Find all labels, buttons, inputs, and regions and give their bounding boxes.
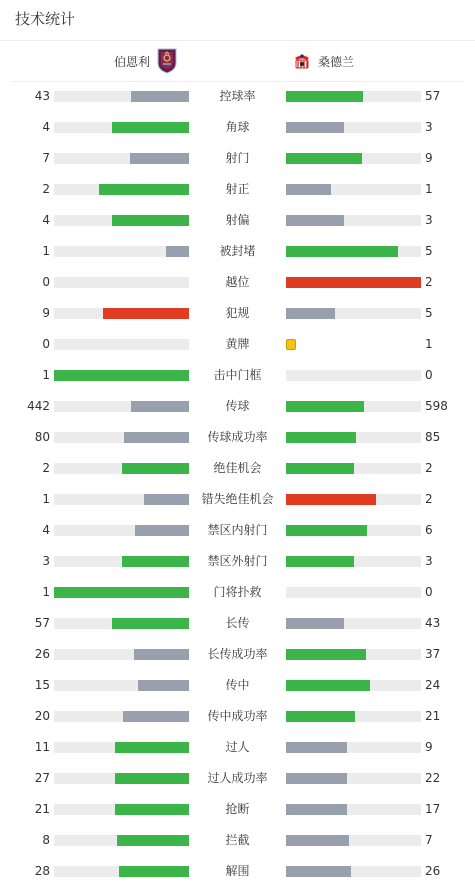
away-stat-value: 2 xyxy=(425,275,433,289)
home-stat-bar xyxy=(54,184,189,195)
home-stat-bar-fill xyxy=(134,649,189,660)
home-stat-bar-fill xyxy=(135,525,189,536)
home-stat-bar xyxy=(54,525,189,536)
stat-row xyxy=(0,577,475,608)
home-stat-value: 2 xyxy=(42,461,50,475)
home-stat-value: 4 xyxy=(42,523,50,537)
stat-label: 错失绝佳机会 xyxy=(201,492,274,506)
stat-label: 射正 xyxy=(225,182,250,196)
away-stat-bar xyxy=(286,432,421,443)
home-stat-bar-fill xyxy=(138,680,189,691)
stat-label: 长传 xyxy=(225,616,250,630)
away-stat-bar xyxy=(286,153,421,164)
away-stat-bar-fill xyxy=(286,835,349,846)
home-stat-bar xyxy=(54,432,189,443)
home-stat-value: 8 xyxy=(42,833,50,847)
stat-label: 解围 xyxy=(225,864,250,878)
section-header xyxy=(0,0,475,41)
stat-row xyxy=(0,825,475,856)
stat-label: 射门 xyxy=(225,151,250,165)
away-stat-bar xyxy=(286,835,421,846)
away-stat-bar-fill xyxy=(286,122,344,133)
home-stat-value: 3 xyxy=(42,554,50,568)
stat-row xyxy=(0,546,475,577)
away-stat-bar xyxy=(286,804,421,815)
home-stat-value: 2 xyxy=(42,182,50,196)
away-stat-value: 2 xyxy=(425,492,433,506)
away-stat-bar xyxy=(286,711,421,722)
away-stat-value: 3 xyxy=(425,213,433,227)
home-stat-bar xyxy=(54,339,189,350)
home-stat-bar-fill xyxy=(54,370,189,381)
home-stat-bar xyxy=(54,277,189,288)
away-stat-bar xyxy=(286,401,421,412)
stat-label: 被封堵 xyxy=(219,244,256,258)
stat-row xyxy=(0,360,475,391)
home-stat-bar xyxy=(54,401,189,412)
stat-label: 黄牌 xyxy=(225,337,250,351)
away-stat-bar-fill xyxy=(286,680,370,691)
stat-label: 门将扑救 xyxy=(213,585,262,599)
away-stat-bar-fill xyxy=(286,742,347,753)
stat-label: 拦截 xyxy=(225,833,250,847)
stat-row xyxy=(0,763,475,794)
yellow-card-icon xyxy=(286,339,296,350)
away-stat-value: 0 xyxy=(425,368,433,382)
home-stat-bar xyxy=(54,463,189,474)
home-stat-value: 11 xyxy=(34,740,50,754)
home-stat-bar xyxy=(54,711,189,722)
stat-row xyxy=(0,112,475,143)
away-stat-bar xyxy=(286,463,421,474)
stat-row xyxy=(0,236,475,267)
home-stat-bar-fill xyxy=(99,184,189,195)
away-stat-bar-fill xyxy=(286,711,355,722)
stat-label: 传中 xyxy=(225,678,250,692)
home-stat-bar-fill xyxy=(103,308,189,319)
away-stat-value: 0 xyxy=(425,585,433,599)
away-stat-bar xyxy=(286,618,421,629)
home-stat-bar-fill xyxy=(131,401,189,412)
stat-label: 传中成功率 xyxy=(207,709,268,723)
home-stat-bar-fill xyxy=(166,246,189,257)
home-stat-value: 27 xyxy=(34,771,50,785)
away-stat-bar xyxy=(286,587,421,598)
away-stat-bar-fill xyxy=(286,866,351,877)
away-stat-bar xyxy=(286,556,421,567)
away-stat-bar-fill xyxy=(286,215,344,226)
away-stat-bar xyxy=(286,370,421,381)
stat-label: 禁区外射门 xyxy=(207,554,268,568)
away-stat-value: 5 xyxy=(425,306,433,320)
away-stat-bar xyxy=(286,773,421,784)
home-stat-bar xyxy=(54,215,189,226)
home-stat-value: 4 xyxy=(42,120,50,134)
home-stat-bar xyxy=(54,835,189,846)
stat-label: 抢断 xyxy=(225,802,250,816)
stats-list xyxy=(0,81,475,887)
burnley-crest-icon xyxy=(156,48,178,74)
away-stat-bar xyxy=(286,91,421,102)
away-stat-bar-fill xyxy=(286,649,366,660)
home-stat-value: 43 xyxy=(34,89,50,103)
away-stat-bar-fill xyxy=(286,308,335,319)
away-stat-value: 9 xyxy=(425,740,433,754)
home-stat-bar-fill xyxy=(115,742,189,753)
home-stat-value: 1 xyxy=(42,585,50,599)
home-stat-value: 15 xyxy=(34,678,50,692)
stat-row xyxy=(0,732,475,763)
away-stat-bar xyxy=(286,246,421,257)
stat-row xyxy=(0,701,475,732)
home-stat-value: 9 xyxy=(42,306,50,320)
home-stat-bar-fill xyxy=(144,494,189,505)
home-stat-value: 7 xyxy=(42,151,50,165)
stat-row xyxy=(0,639,475,670)
away-stat-value: 22 xyxy=(425,771,441,785)
away-stat-value: 1 xyxy=(425,182,433,196)
home-stat-bar xyxy=(54,494,189,505)
stat-row xyxy=(0,484,475,515)
stat-row xyxy=(0,856,475,887)
home-stat-value: 26 xyxy=(34,647,50,661)
home-stat-bar xyxy=(54,680,189,691)
away-stat-value: 17 xyxy=(425,802,441,816)
home-stat-bar xyxy=(54,556,189,567)
away-stat-value: 9 xyxy=(425,151,433,165)
stat-label: 过人 xyxy=(225,740,250,754)
away-stat-bar-fill xyxy=(286,91,363,102)
away-stat-bar-fill xyxy=(286,494,376,505)
away-stat-bar xyxy=(286,680,421,691)
home-stat-bar xyxy=(54,804,189,815)
home-stat-value: 0 xyxy=(42,337,50,351)
away-stat-value: 598 xyxy=(425,399,448,413)
away-stat-bar xyxy=(286,494,421,505)
away-stat-bar xyxy=(286,122,421,133)
home-stat-bar xyxy=(54,649,189,660)
away-stat-bar xyxy=(286,866,421,877)
stat-row xyxy=(0,391,475,422)
stat-row xyxy=(0,515,475,546)
away-stat-value: 21 xyxy=(425,709,441,723)
away-stat-value: 3 xyxy=(425,120,433,134)
stat-label: 禁区内射门 xyxy=(207,523,268,537)
away-stat-bar xyxy=(286,215,421,226)
home-stat-bar xyxy=(54,308,189,319)
home-stat-bar xyxy=(54,91,189,102)
stat-label: 长传成功率 xyxy=(207,647,268,661)
home-team[interactable] xyxy=(114,41,178,81)
home-stat-bar-fill xyxy=(115,804,189,815)
home-stat-value: 80 xyxy=(34,430,50,444)
home-stat-bar-fill xyxy=(117,835,189,846)
home-stat-bar xyxy=(54,742,189,753)
stat-label: 击中门框 xyxy=(213,368,262,382)
away-stat-bar-fill xyxy=(286,401,364,412)
stat-label: 过人成功率 xyxy=(207,771,268,785)
home-stat-value: 21 xyxy=(34,802,50,816)
away-stat-value: 26 xyxy=(425,864,441,878)
home-stat-bar-fill xyxy=(124,432,189,443)
home-stat-value: 442 xyxy=(27,399,50,413)
home-stat-value: 1 xyxy=(42,368,50,382)
home-stat-bar-fill xyxy=(119,866,189,877)
home-stat-value: 4 xyxy=(42,213,50,227)
away-stat-value: 3 xyxy=(425,554,433,568)
home-stat-bar-fill xyxy=(112,215,189,226)
stat-row xyxy=(0,422,475,453)
home-stat-value: 57 xyxy=(34,616,50,630)
away-stat-bar xyxy=(286,184,421,195)
away-stat-bar-fill xyxy=(286,153,362,164)
stat-label: 犯规 xyxy=(225,306,250,320)
away-stat-value: 2 xyxy=(425,461,433,475)
stat-row xyxy=(0,81,475,112)
sunderland-crest-icon xyxy=(292,51,312,71)
away-stat-value: 37 xyxy=(425,647,441,661)
home-stat-value: 1 xyxy=(42,492,50,506)
home-stat-value: 20 xyxy=(34,709,50,723)
away-stat-bar-fill xyxy=(286,432,356,443)
home-stat-bar-fill xyxy=(112,122,189,133)
away-stat-bar-fill xyxy=(286,618,344,629)
away-stat-bar xyxy=(286,742,421,753)
away-stat-bar-fill xyxy=(286,184,331,195)
stat-row xyxy=(0,670,475,701)
section-title: 技术统计 xyxy=(15,10,76,28)
away-stat-bar xyxy=(286,277,421,288)
stat-row xyxy=(0,143,475,174)
home-stat-bar xyxy=(54,587,189,598)
stat-row xyxy=(0,453,475,484)
away-stat-value: 6 xyxy=(425,523,433,537)
home-stat-value: 1 xyxy=(42,244,50,258)
away-stat-value: 57 xyxy=(425,89,441,103)
away-stat-bar xyxy=(286,649,421,660)
home-stat-bar xyxy=(54,618,189,629)
away-stat-bar-fill xyxy=(286,463,354,474)
away-stat-value: 85 xyxy=(425,430,441,444)
home-stat-value: 0 xyxy=(42,275,50,289)
home-stat-bar xyxy=(54,246,189,257)
home-stat-bar xyxy=(54,773,189,784)
stat-row xyxy=(0,267,475,298)
stat-row xyxy=(0,174,475,205)
away-stat-value: 7 xyxy=(425,833,433,847)
away-stat-bar-fill xyxy=(286,773,347,784)
away-stat-value: 43 xyxy=(425,616,441,630)
home-stat-bar xyxy=(54,866,189,877)
home-stat-bar-fill xyxy=(122,463,190,474)
home-stat-bar-fill xyxy=(112,618,189,629)
stat-label: 传球成功率 xyxy=(207,430,268,444)
stat-row xyxy=(0,298,475,329)
home-stat-bar xyxy=(54,122,189,133)
stat-label: 绝佳机会 xyxy=(213,461,262,475)
stat-row xyxy=(0,205,475,236)
stat-label: 角球 xyxy=(225,120,250,134)
away-stat-bar-fill xyxy=(286,525,367,536)
home-stat-bar-fill xyxy=(131,91,189,102)
away-stat-bar xyxy=(286,525,421,536)
stat-row xyxy=(0,608,475,639)
home-stat-value: 28 xyxy=(34,864,50,878)
away-stat-value: 1 xyxy=(425,337,433,351)
home-stat-bar-fill xyxy=(115,773,189,784)
home-team-name: 伯恩利 xyxy=(113,54,150,69)
home-stat-bar-fill xyxy=(122,556,190,567)
away-stat-value: 24 xyxy=(425,678,441,692)
stat-row xyxy=(0,794,475,825)
home-stat-bar-fill xyxy=(54,587,189,598)
stat-label: 射偏 xyxy=(225,213,250,227)
stat-label: 控球率 xyxy=(219,89,256,103)
away-stat-bar-fill xyxy=(286,246,398,257)
away-team-name: 桑德兰 xyxy=(318,54,355,69)
away-stat-bar-fill xyxy=(286,277,421,288)
home-stat-bar xyxy=(54,153,189,164)
home-stat-bar-fill xyxy=(123,711,189,722)
stat-row xyxy=(0,329,475,360)
home-stat-bar xyxy=(54,370,189,381)
stat-label: 越位 xyxy=(225,275,250,289)
teams-header xyxy=(10,41,465,82)
away-team[interactable] xyxy=(292,41,354,81)
stat-label: 传球 xyxy=(225,399,250,413)
away-stat-value: 5 xyxy=(425,244,433,258)
away-stat-bar-fill xyxy=(286,556,354,567)
away-stat-bar xyxy=(286,308,421,319)
away-stat-bar-fill xyxy=(286,804,347,815)
home-stat-bar-fill xyxy=(130,153,189,164)
